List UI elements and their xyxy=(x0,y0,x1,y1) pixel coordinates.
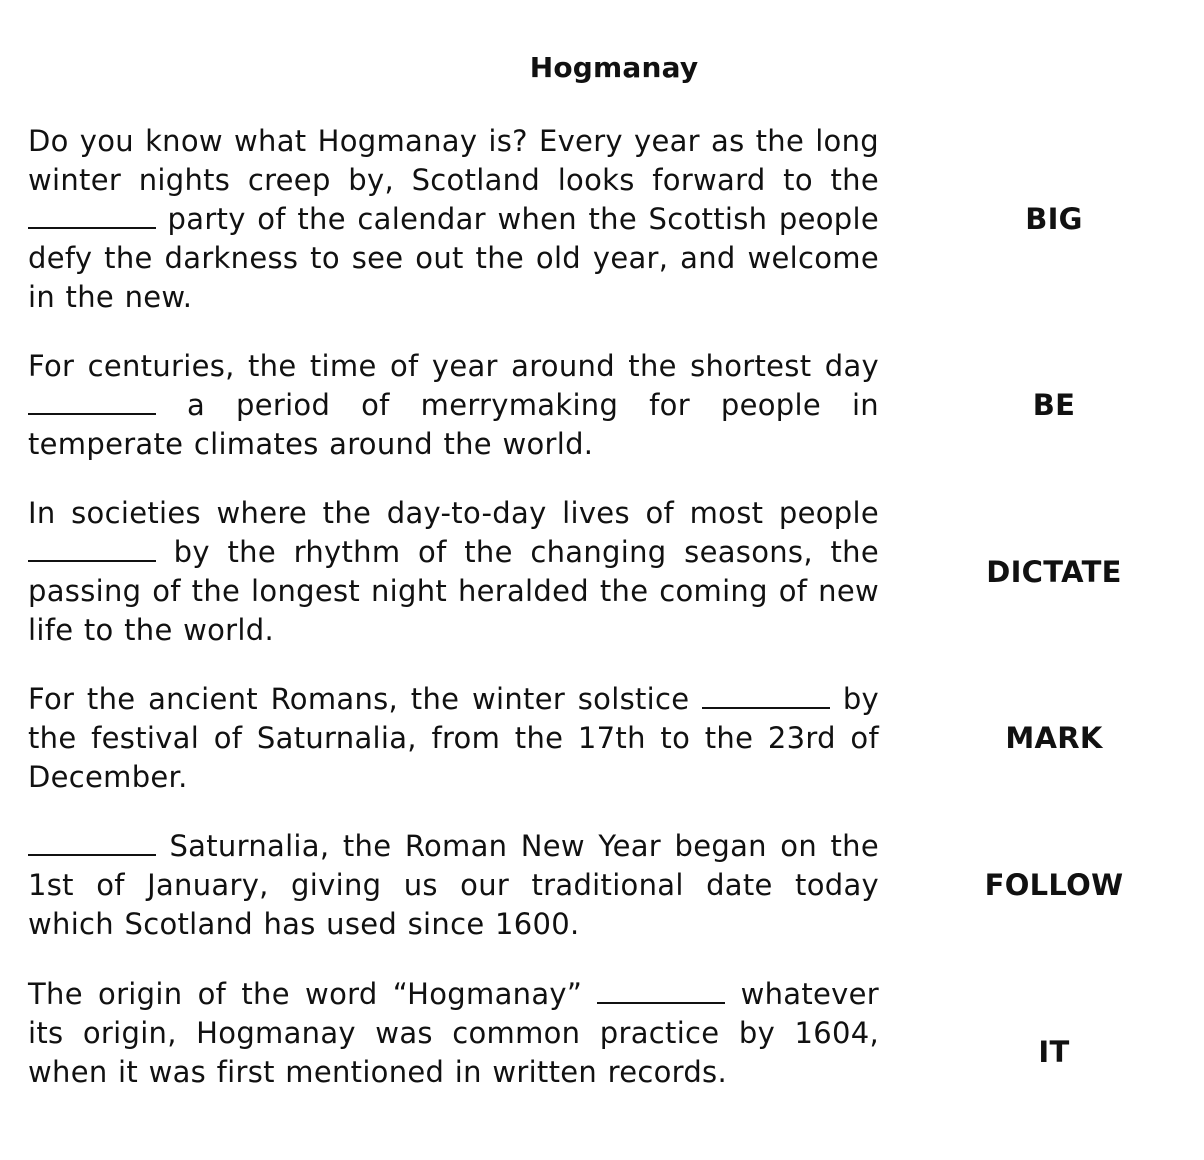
keyword-1: BIG xyxy=(1025,202,1083,236)
keyword-4: MARK xyxy=(1005,721,1103,755)
page-title: Hogmanay xyxy=(529,51,699,84)
keyword-3: DICTATE xyxy=(986,555,1122,589)
paragraph-4-text-before: For the ancient Romans, the winter solstice xyxy=(28,682,703,716)
paragraph-1-text-after: party of the calendar when the Scottish people defy the darkness to see out the old year, and welcome in the new. xyxy=(28,202,879,314)
paragraph-5 xyxy=(28,827,879,944)
keyword-5: FOLLOW xyxy=(984,868,1124,902)
paragraph-6-text-before: The origin of the word “Hogmanay” xyxy=(28,977,598,1011)
paragraph-2-text-after: a period of merrymaking for people in temperate climates around the world. xyxy=(28,388,879,461)
paragraph-3-text-before: In societies where the day-to-day lives of most people xyxy=(28,496,879,530)
paragraph-1-text-before: Do you know what Hogmanay is? Every year as the long winter nights creep by, Scotland looks forward to the xyxy=(28,124,879,197)
paragraph-4-text-after: by the festival of Saturnalia, from the 17th to the 23rd of December. xyxy=(28,682,879,794)
answer-gap-1 xyxy=(28,202,156,229)
paragraph-6 xyxy=(28,975,879,1092)
paragraph-2 xyxy=(28,347,879,464)
keyword-6: IT xyxy=(1038,1035,1070,1069)
answer-gap-3 xyxy=(28,535,156,562)
paragraph-1 xyxy=(28,122,879,317)
paragraph-3 xyxy=(28,494,879,650)
paragraph-2-text-before: For centuries, the time of year around the shortest day xyxy=(28,349,879,383)
answer-gap-5 xyxy=(28,829,156,856)
answer-gap-2 xyxy=(28,388,156,415)
answer-gap-6 xyxy=(597,977,725,1004)
paragraph-5-text-after: Saturnalia, the Roman New Year began on the 1st of January, giving us our traditional date today which Scotland has used since 1600. xyxy=(28,829,879,941)
paragraph-4 xyxy=(28,680,879,797)
paragraph-3-text-after: by the rhythm of the changing seasons, the passing of the longest night heralded the coming of new life to the world. xyxy=(28,535,879,647)
answer-gap-4 xyxy=(702,682,830,709)
keyword-2: BE xyxy=(1032,388,1076,422)
paragraph-6-text-after: whatever its origin, Hogmanay was common practice by 1604, when it was first mentioned in written records. xyxy=(28,977,879,1089)
